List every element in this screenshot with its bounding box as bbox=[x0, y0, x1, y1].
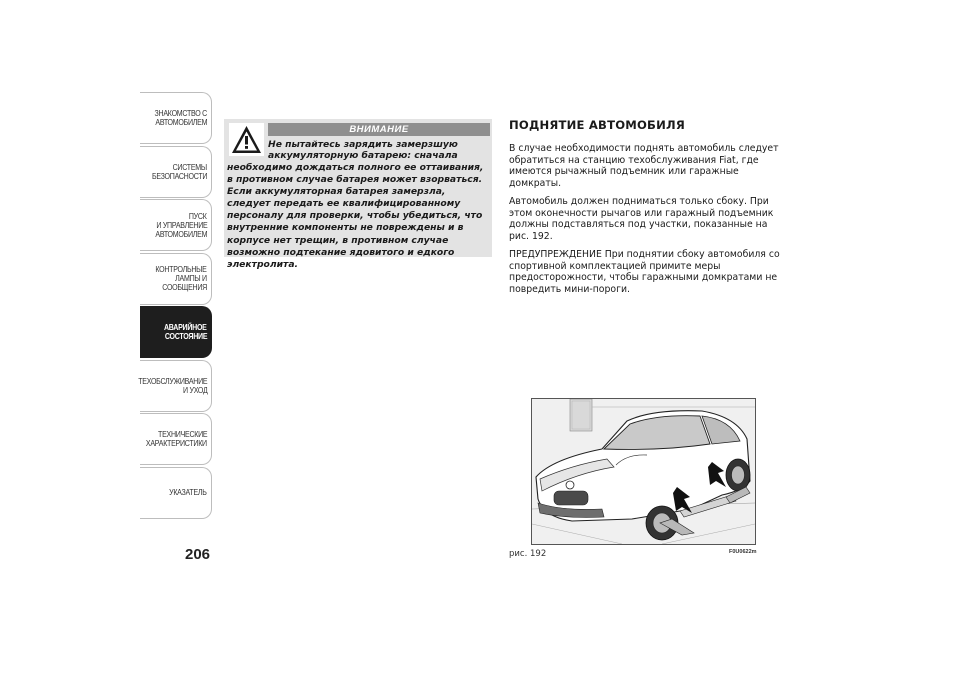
tab-label: ПУСК bbox=[189, 211, 207, 221]
tab-label: СИСТЕМЫ bbox=[172, 162, 207, 172]
tab-index[interactable] bbox=[140, 467, 212, 519]
paragraph: Автомобиль должен подниматься только сбоку. При этом оконечности рычагов или гаражный подъемник должны подставляться под участки, показанные на рис. 192. bbox=[509, 196, 774, 242]
section-title: ПОДНЯТИЕ АВТОМОБИЛЯ bbox=[509, 118, 685, 132]
lifting-section bbox=[509, 118, 784, 302]
tab-label: КОНТРОЛЬНЫЕ bbox=[155, 265, 207, 274]
tab-label: УКАЗАТЕЛЬ bbox=[169, 488, 207, 497]
tab-introduction[interactable] bbox=[140, 92, 212, 144]
paragraph: ПРЕДУПРЕЖДЕНИЕ При поднятии сбоку автомобиля со спортивной комплектацией примите меры предосторожности, чтобы гаражными домкратами не повредить мини-пороги. bbox=[509, 249, 780, 295]
tab-label: ТЕХОБСЛУЖИВАНИЕ bbox=[137, 376, 207, 386]
tab-label: БЕЗОПАСНОСТИ bbox=[151, 171, 207, 181]
tab-emergency[interactable] bbox=[140, 306, 212, 358]
tab-label: ЗНАКОМСТВО С bbox=[154, 109, 207, 118]
tab-starting-driving[interactable] bbox=[140, 199, 212, 251]
tab-label: АВТОМОБИЛЕМ bbox=[155, 118, 207, 127]
figure-car-lifting bbox=[531, 398, 756, 545]
paragraph: В случае необходимости поднять автомобиль следует обратиться на станцию техобслуживания Fiat, где имеются рычажный подъемник или гаражные домкраты. bbox=[509, 143, 779, 189]
figure-caption: рис. 192 bbox=[509, 549, 547, 559]
tab-label: АВТОМОБИЛЕМ bbox=[155, 229, 207, 239]
chapter-tabs bbox=[137, 92, 212, 520]
tab-label: СООБЩЕНИЯ bbox=[162, 283, 207, 292]
tab-warning-lights[interactable] bbox=[140, 253, 212, 305]
tab-label: ТЕХНИЧЕСКИЕ bbox=[157, 430, 207, 439]
warning-box bbox=[224, 119, 492, 270]
warning-triangle-icon bbox=[229, 123, 264, 156]
tab-label: И УХОД bbox=[182, 385, 207, 395]
car-lifting-illustration bbox=[532, 399, 755, 544]
tab-label: ЛАМПЫ И bbox=[175, 274, 207, 283]
tab-label: И УПРАВЛЕНИЕ bbox=[155, 220, 207, 230]
tab-technical-specs[interactable] bbox=[140, 413, 212, 465]
tab-label: АВАРИЙНОЕ bbox=[164, 323, 207, 332]
warning-header: ВНИМАНИЕ bbox=[268, 123, 490, 136]
page-number: 206 bbox=[185, 546, 211, 563]
tab-label: ХАРАКТЕРИСТИКИ bbox=[146, 439, 207, 448]
warning-lead-text: Не пытайтесь зарядить замерзшую аккумуляторную батарею: сначала bbox=[268, 139, 458, 162]
tab-label: СОСТОЯНИЕ bbox=[164, 332, 207, 341]
warning-body-text: необходимо дождаться полного ее оттаивания, в противном случае батарея может взорваться. Если аккумуляторная батарея замерзла, следует передать ее квалифицированному персоналу для проверки, чтобы убедиться, что внутренние компоненты не повреждены и в корпусе нет трещин, в противном случае возможно подтекание ядовитого и едкого электролита. bbox=[227, 162, 484, 270]
figure-code: F0U0622m bbox=[729, 549, 757, 555]
tab-maintenance[interactable] bbox=[137, 360, 212, 412]
tab-safety[interactable] bbox=[140, 146, 212, 198]
